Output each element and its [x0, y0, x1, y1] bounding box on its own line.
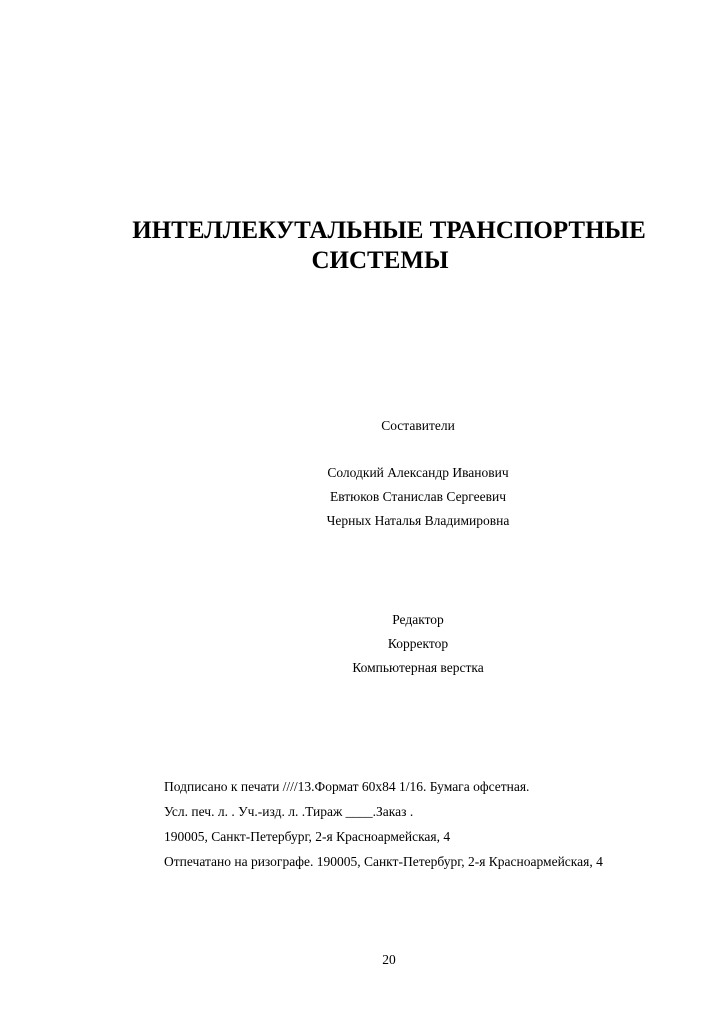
page-number: 20 — [382, 952, 396, 967]
compiler-name: Евтюков Станислав Сергеевич — [329, 489, 507, 504]
staff-list — [0, 608, 724, 680]
imprint-line: Подписано к печати ////13.Формат 60х84 1/16. Бумага офсетная. — [164, 779, 530, 794]
compiler-name: Солодкий Александр Иванович — [327, 465, 509, 480]
compilers-list — [0, 461, 724, 533]
title-line-1: ИНТЕЛЛЕКУТАЛЬНЫЕ ТРАНСПОРТНЫЕ — [132, 217, 646, 244]
title-line-2: СИСТЕМЫ — [311, 247, 449, 274]
imprint-line: Отпечатано на ризографе. 190005, Санкт-Петербург, 2-я Красноармейская, 4 — [164, 854, 603, 869]
document-title — [0, 216, 724, 276]
imprint-block — [164, 774, 704, 874]
staff-role-proofreader: Корректор — [387, 636, 449, 651]
staff-role-editor: Редактор — [392, 612, 444, 627]
compiler-name: Черных Наталья Владимировна — [326, 513, 510, 528]
imprint-line: Усл. печ. л. . Уч.-изд. л. .Тираж ____.Заказ . — [164, 804, 414, 819]
compilers-heading: Составители — [381, 418, 455, 433]
imprint-line: 190005, Санкт-Петербург, 2-я Красноармейская, 4 — [164, 829, 451, 844]
staff-role-layout: Компьютерная верстка — [352, 660, 484, 675]
